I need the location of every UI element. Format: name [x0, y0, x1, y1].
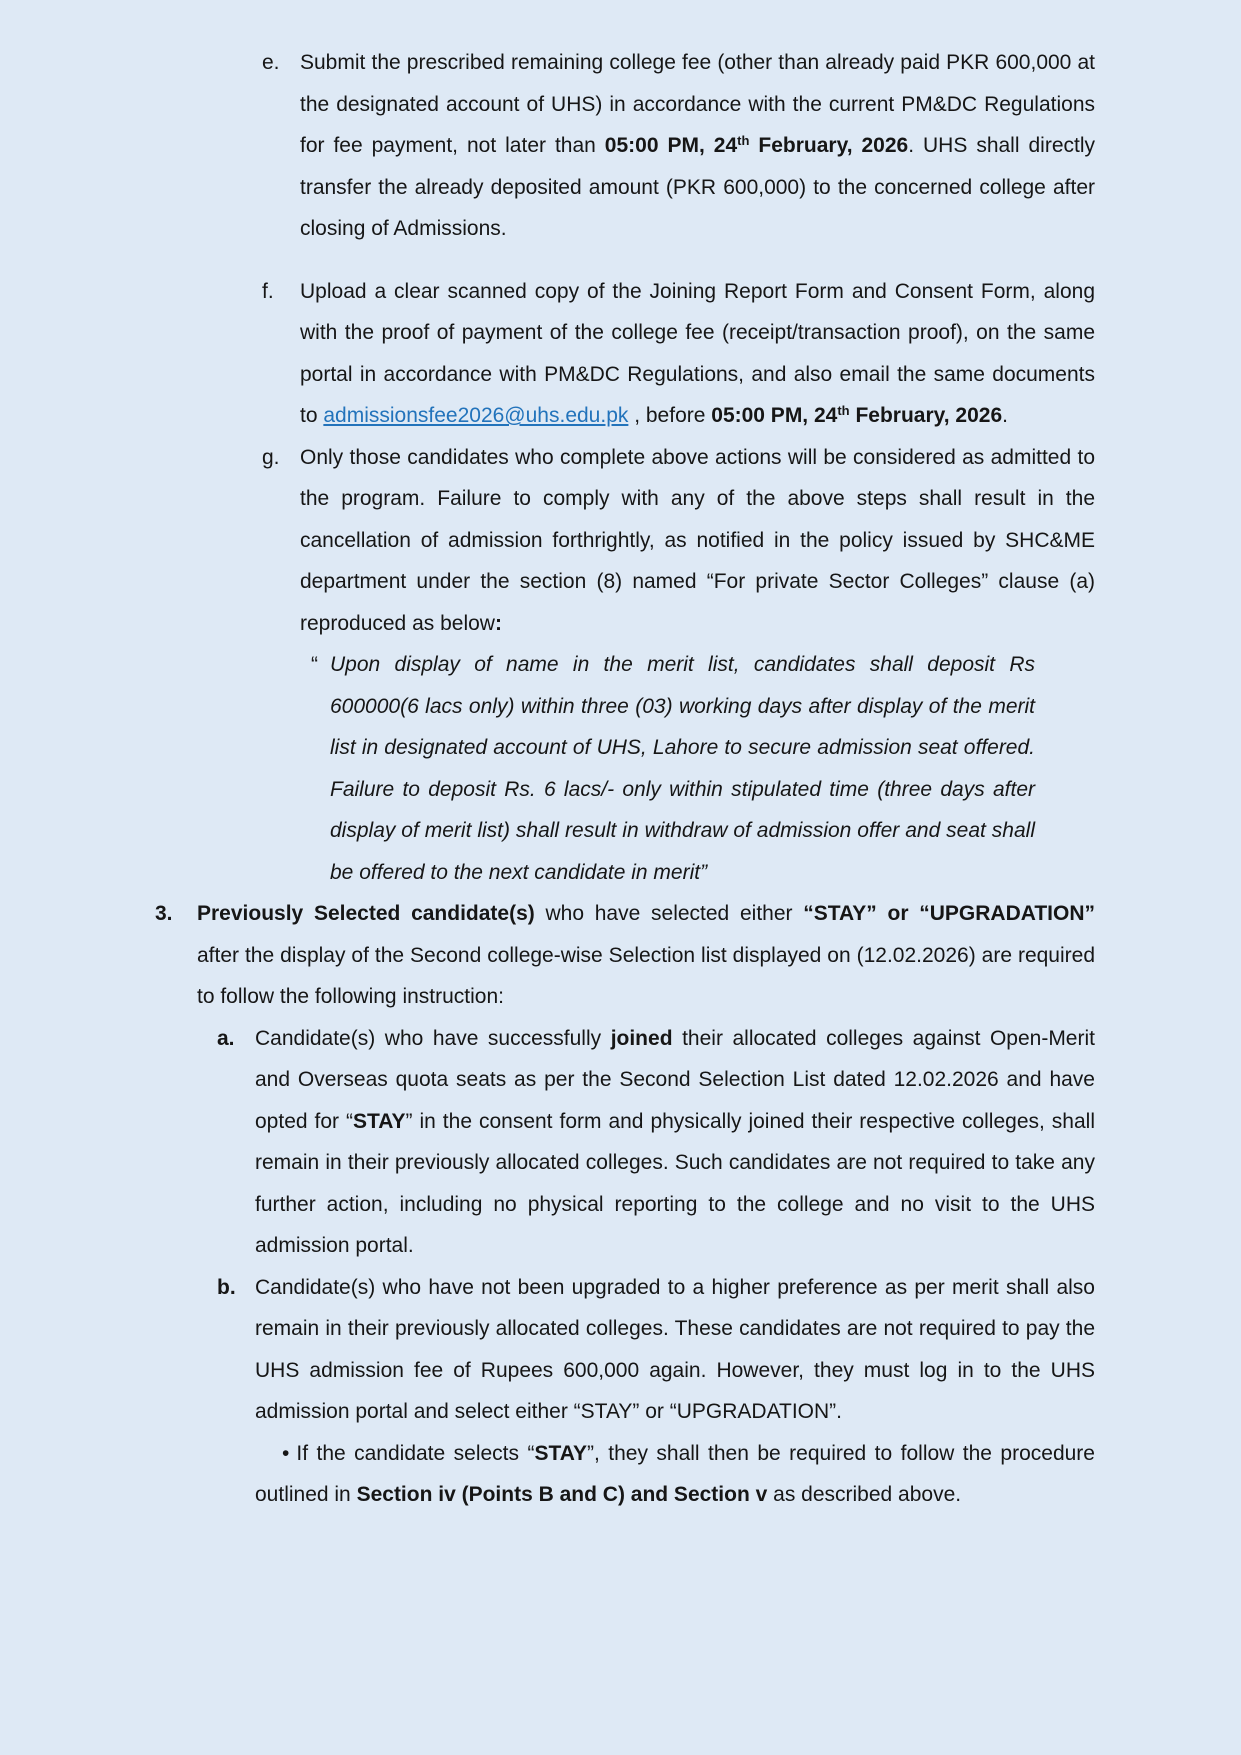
policy-quote [311, 644, 1035, 893]
text-run: their allocated colleges against Open-Merit and Overseas quota seats as per the Second Selection List dated 12.02.2026 and have opted for “ [255, 1026, 1095, 1133]
text-run: February, 2026 [849, 404, 1003, 427]
text-run: Candidate(s) who have successfully [255, 1026, 611, 1050]
text-run: as described above. [767, 1483, 962, 1506]
list-marker: e. [262, 51, 280, 74]
text-run: STAY [534, 1441, 587, 1465]
list-marker: 3. [155, 902, 173, 925]
text-run: 05:00 PM, 24 [604, 134, 738, 157]
text-run: ”, they shall then be required to follow the procedure outlined in [255, 1441, 1095, 1506]
list-marker: f. [262, 279, 274, 303]
list-item-b [217, 1267, 1095, 1433]
text-run: “STAY” or “UPGRADATION” [803, 902, 1096, 925]
text-run: joined [610, 1026, 673, 1050]
text-run: If the candidate selects “ [296, 1441, 535, 1465]
list-item-g [262, 437, 1095, 645]
text-run: Only those candidates who complete above actions will be considered as admitted to the program. Failure to comply with any of the above steps shall result in the cancellation of admission forthrightly, as notified in the policy issued by SHC&ME department under the section (8) named “For private Sector Colleges” clause (a) reproduced as below [300, 445, 1095, 635]
list-item-3 [155, 893, 1096, 1018]
text-run: February, 2026 [749, 134, 909, 157]
bullet-item-stay [255, 1433, 1095, 1516]
list-item-f [262, 271, 1095, 437]
list-item-e [262, 42, 1095, 250]
list-marker: b. [217, 1275, 236, 1299]
list-marker: g. [262, 445, 280, 469]
text-run: , before [628, 404, 712, 427]
text-run: . [1002, 404, 1008, 427]
text-run: . UHS shall directly transfer the already deposited amount (PKR 600,000) to the concerned college after closing of Admissions. [300, 134, 1095, 240]
text-run: : [494, 611, 502, 635]
text-run: Previously Selected candidate(s) [197, 902, 535, 925]
bullet-glyph: • [282, 1441, 290, 1465]
list-marker: a. [217, 1026, 235, 1050]
text-run: th [737, 133, 750, 148]
text-run: after the display of the Second college-wise Selection list displayed on (12.02.2026) are required to follow the following instruction: [197, 943, 1095, 1008]
text-run: Submit the prescribed remaining college fee (other than already paid PKR 600,000 at the designated account of UHS) in accordance with the current PM&DC Regulations for fee payment, not later than [300, 51, 1095, 157]
text-run: STAY [353, 1109, 406, 1133]
text-run: th [837, 403, 850, 418]
text-run: Candidate(s) who have not been upgraded to a higher preference as per merit shall also remain in their previously allocated colleges. These candidates are not required to pay the UHS admission fee of Rupees 600,000 again. However, they must log in to the UHS admission portal and select either “STAY” or “UPGRADATION”. [255, 1275, 1095, 1423]
list-item-a [217, 1018, 1095, 1267]
open-quote-mark: “ [311, 653, 318, 676]
text-run: Upon display of name in the merit list, candidates shall deposit Rs 600000(6 lacs only) within three (03) working days after display of the merit list in designated account of UHS, Lahore to secure admission seat offered. Failure to deposit Rs. 6 lacs/- only within stipulated time (three days after display of merit list) shall result in withdraw of admission offer and seat shall be offered to the next candidate in merit” [330, 653, 1035, 884]
document-body [0, 42, 1241, 1516]
email-link[interactable]: admissionsfee2026@uhs.edu.pk [323, 404, 629, 427]
text-run: ” in the consent form and physically joined their respective colleges, shall remain in their previously allocated colleges. Such candidates are not required to take any further action, including no physical reporting to the college and no visit to the UHS admission portal. [255, 1109, 1095, 1257]
text-run: Section iv (Points B and C) and Section v [356, 1483, 768, 1506]
text-run: 05:00 PM, 24 [711, 404, 838, 427]
text-run: who have selected either [534, 902, 804, 925]
text-run: Upload a clear scanned copy of the Joining Report Form and Consent Form, along with the proof of payment of the college fee (receipt/transaction proof), on the same portal in accordance with PM&DC Regulations, and also email the same documents to [300, 279, 1095, 427]
